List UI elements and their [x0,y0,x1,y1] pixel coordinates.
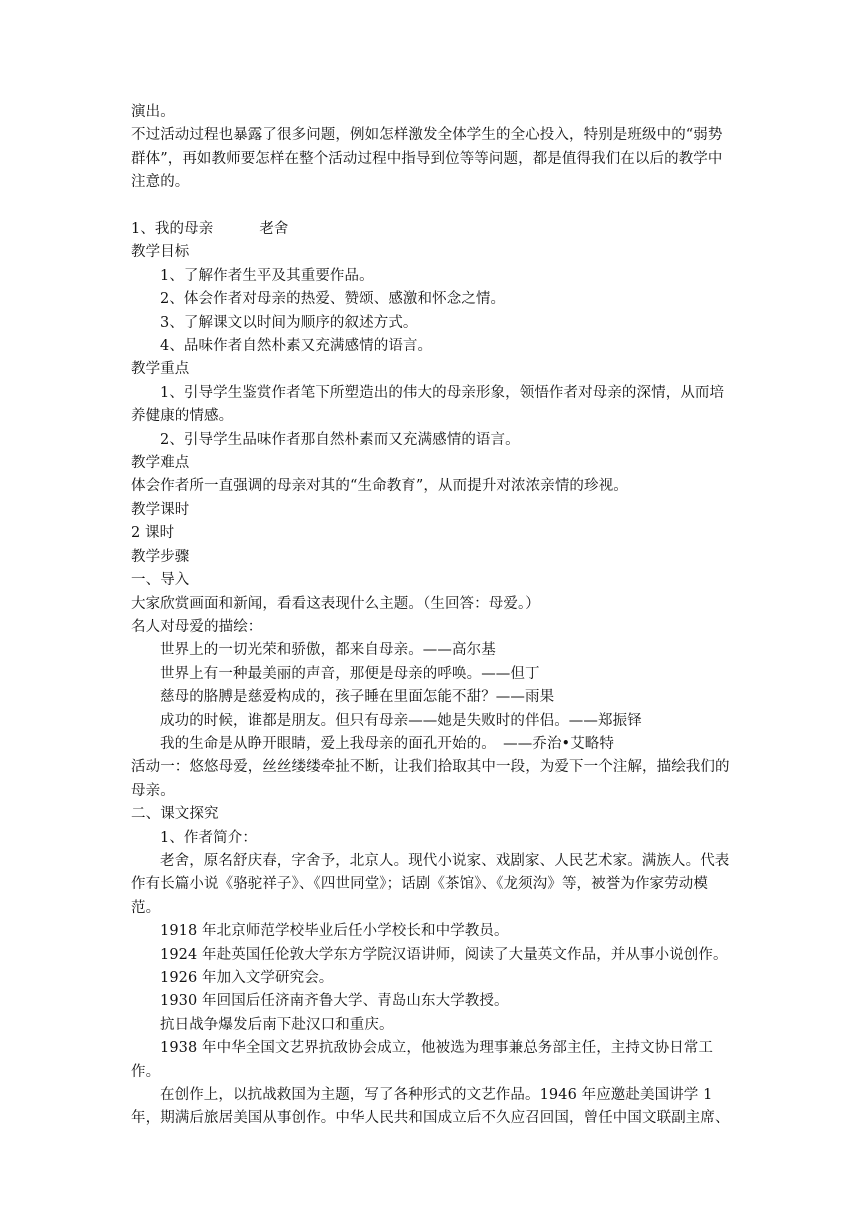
difficulty-heading: 教学难点 [131,455,190,472]
goal-item: 1、了解作者生平及其重要作品。 [160,267,374,284]
focus-item: 1、引导学生鉴赏作者笔下所塑造出的伟大的母亲形象，领悟作者对母亲的深情，从而培养健康的情感。 [131,384,725,425]
goals-heading: 教学目标 [131,244,190,261]
lesson-author: 老舍 [259,221,289,238]
lesson-title [131,218,731,241]
timeline-item: 1938 年中华全国文艺界抗敌协会成立，他被选为理事兼总务部主任，主持文协日常工作。 [131,1040,714,1080]
quote-item: 慈母的胳膊是慈爱构成的，孩子睡在里面怎能不甜？——雨果 [160,689,555,706]
quotes-heading: 名人对母爱的描绘： [131,618,263,635]
hours-text: 2 课时 [131,525,175,542]
quote-item: 世界上的一切光荣和骄傲，都来自母亲。——高尔基 [160,642,496,659]
author-intro-heading: 1、作者简介： [160,829,257,846]
timeline-item: 1930 年回国后任济南齐鲁大学、青岛山东大学教授。 [160,993,509,1010]
closing-paragraph: 在创作上，以抗战救国为主题，写了各种形式的文艺作品。1946 年应邀赴美国讲学 1 年，期满后旅居美国从事创作。中华人民共和国成立后不久应召回国，曾任中国文联副主席、 [131,1087,730,1127]
goal-item: 4、品味作者自然朴素又充满感情的语言。 [160,338,433,355]
steps-heading: 教学步骤 [131,548,190,565]
blank-line [131,195,731,218]
goal-item: 2、体会作者对母亲的热爱、赞颂、感激和怀念之情。 [160,291,506,308]
focus-item: 2、引导学生品味作者那自然朴素而又充满感情的语言。 [160,431,520,448]
timeline-item: 1926 年加入文学研究会。 [160,970,334,987]
quote-item: 我的生命是从睁开眼睛，爱上我母亲的面孔开始的。 ——乔治•艾略特 [160,735,614,752]
timeline-item: 抗日战争爆发后南下赴汉口和重庆。 [160,1016,394,1033]
document-page [131,101,731,1131]
difficulty-text: 体会作者所一直强调的母亲对其的“生命教育”，从而提升对浓浓亲情的珍视。 [131,478,628,495]
timeline-item: 1918 年北京师范学校毕业后任小学校长和中学教员。 [160,923,509,940]
part1-text: 大家欣赏画面和新闻，看看这表现什么主题。（生回答：母爱。） [131,595,540,612]
activity-text: 活动一：悠悠母爱，丝丝缕缕牵扯不断，让我们拾取其中一段，为爱下一个注解，描绘我们的母亲。 [131,759,730,799]
hours-heading: 教学课时 [131,501,190,518]
timeline-item: 1924 年赴英国任伦敦大学东方学院汉语讲师，阅读了大量英文作品，并从事小说创作。 [160,946,728,963]
part1-heading: 一、导入 [131,572,190,589]
focus-heading: 教学重点 [131,361,190,378]
intro-line: 演出。 [131,104,175,120]
part2-heading: 二、课文探究 [131,806,219,823]
intro-paragraph: 不过活动过程也暴露了很多问题，例如怎样激发全体学生的全心投入，特别是班级中的“弱势群体”，再如教师要怎样在整个活动过程中指导到位等等问题，都是值得我们在以后的教学中注意的。 [131,127,723,191]
author-bio: 老舍，原名舒庆春，字舍予，北京人。现代小说家、戏剧家、人民艺术家。满族人。代表作有长篇小说《骆驼祥子》、《四世同堂》；话剧《茶馆》、《龙须沟》等，被誉为作家劳动模范。 [131,852,730,916]
quote-item: 世界上有一种最美丽的声音，那便是母亲的呼唤。——但丁 [160,665,540,682]
lesson-number-title: 1、我的母亲 [131,221,214,238]
quote-item: 成功的时候，谁都是朋友。但只有母亲——她是失败时的伴侣。——郑振铎 [160,712,642,729]
goal-item: 3、了解课文以时间为顺序的叙述方式。 [160,314,418,331]
